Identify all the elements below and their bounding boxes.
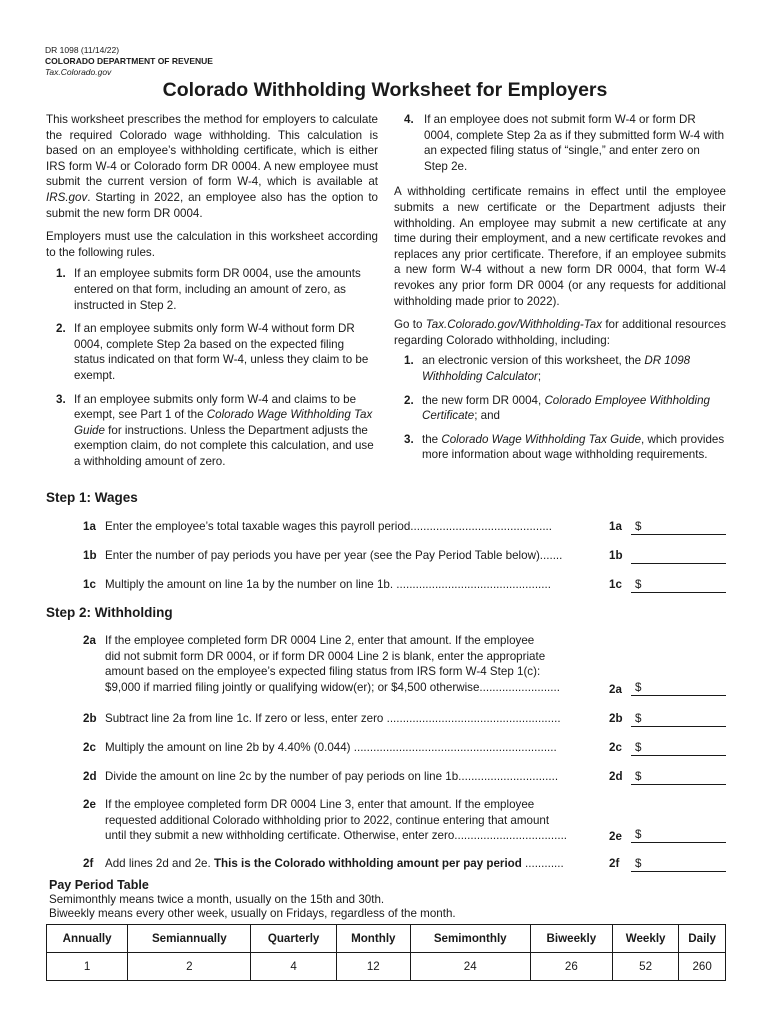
list-number: 4. bbox=[404, 113, 414, 126]
list-text: for instructions. Unless the Department adjusts the exemption claim, do not complete this calculation, and use a withholding amount of zero. bbox=[74, 423, 374, 468]
dollar-sign: $ bbox=[635, 828, 642, 841]
line-text-part: did not submit form DR 0004, or if form DR 0004 Line 2 is blank, enter the appropriate bbox=[105, 649, 546, 663]
intro-paragraph-2: Employers must use the calculation in this worksheet according to the following rules. bbox=[46, 230, 378, 259]
withholding-tax-link[interactable]: Tax.Colorado.gov/Withholding-Tax bbox=[425, 318, 603, 332]
table-header: Weekly bbox=[613, 925, 679, 953]
table-cell: 4 bbox=[251, 953, 336, 981]
pay-table-note: Biweekly means every other week, usually on Fridays, regardless of the month. bbox=[49, 907, 456, 920]
rules-list bbox=[46, 266, 378, 469]
line-code: 2f bbox=[83, 857, 94, 870]
line-text-part: $9,000 if married filing jointly or qualifying widow(er); or $4,500 otherwise......................... bbox=[105, 680, 560, 694]
intro-left-column bbox=[46, 112, 378, 477]
line-text-part: requested additional Colorado withholding prior to 2022, continue entering that amount bbox=[105, 813, 550, 827]
step1-heading: Step 1: Wages bbox=[46, 490, 138, 505]
list-number: 3. bbox=[404, 432, 414, 446]
list-text: , which provides more information about wage withholding requirements. bbox=[422, 432, 725, 462]
intro-text: . Starting in 2022, an employee also has the option to submit the new form DR 0004. bbox=[46, 190, 378, 220]
line-text-part: ............ bbox=[521, 857, 564, 870]
form-id: DR 1098 (11/14/22) bbox=[45, 45, 120, 55]
table-cell: 52 bbox=[613, 953, 679, 981]
pay-period-table bbox=[46, 924, 726, 981]
line-code: 2d bbox=[609, 770, 623, 783]
table-cell: 12 bbox=[336, 953, 410, 981]
line-1c-field[interactable] bbox=[631, 577, 726, 593]
line-code: 1a bbox=[609, 520, 622, 533]
table-cell: 260 bbox=[679, 953, 726, 981]
dollar-sign: $ bbox=[635, 857, 642, 870]
table-cell: 2 bbox=[128, 953, 251, 981]
list-number: 2. bbox=[56, 322, 66, 336]
line-text: Multiply the amount on line 1a by the number on line 1b. ................................................ bbox=[105, 578, 551, 591]
intro-right-column bbox=[394, 112, 726, 471]
line-code: 1c bbox=[83, 578, 96, 591]
table-header: Semimonthly bbox=[410, 925, 530, 953]
list-text: the new form DR 0004, bbox=[422, 393, 545, 407]
line-text bbox=[105, 797, 605, 844]
tax-guide-link[interactable]: Colorado Wage Withholding Tax Guide bbox=[74, 408, 373, 437]
line-code: 1b bbox=[609, 549, 623, 562]
line-code: 2b bbox=[83, 712, 97, 725]
certificate-link[interactable]: Colorado Employee Withholding Certificate bbox=[422, 393, 710, 423]
line-text-part: amount based on the employee’s expected filing status from IRS form W-4 Step 1(c): bbox=[105, 665, 541, 679]
intro-paragraph-3: A withholding certificate remains in effect until the employee submits a new certificate or the Department adjusts their withholding. An employee may submit a new certificate at any time during their employment, and a new certificate revokes and replaces any prior certificate. Therefore, if an employee submits a new form W-4 without a new form DR 0004, that form W-4 revokes any prior form DR 0004 (or any requests for additional withholding made prior to 2022). bbox=[394, 185, 726, 308]
line-text: Enter the number of pay periods you have per year (see the Pay Period Table below)....... bbox=[105, 549, 563, 562]
dollar-sign: $ bbox=[635, 712, 642, 725]
table-header: Quarterly bbox=[251, 925, 336, 953]
line-text: Enter the employee’s total taxable wages this payroll period............................................ bbox=[105, 520, 552, 533]
line-2f-field[interactable] bbox=[631, 856, 726, 872]
line-code: 2a bbox=[83, 634, 96, 647]
list-text: ; bbox=[537, 369, 542, 383]
table-header: Daily bbox=[679, 925, 726, 953]
dollar-sign: $ bbox=[635, 770, 642, 783]
tax-guide-link[interactable]: Colorado Wage Withholding Tax Guide bbox=[441, 432, 642, 446]
line-code: 2c bbox=[83, 741, 96, 754]
line-text: Divide the amount on line 2c by the number of pay periods on line 1b............................... bbox=[105, 770, 559, 783]
list-text: If an employee does not submit form W-4 or form DR 0004, complete Step 2a as if they submitted form W-4 with an expected filing status of “single,” and enter zero on Step 2e. bbox=[424, 113, 725, 173]
line-2a bbox=[83, 633, 728, 697]
line-text-emphasis: This is the Colorado withholding amount per pay period bbox=[213, 857, 522, 870]
table-cell: 26 bbox=[530, 953, 612, 981]
line-text bbox=[105, 633, 605, 695]
line-1b-field[interactable] bbox=[631, 548, 726, 564]
line-2c-field[interactable] bbox=[631, 740, 726, 756]
intro-text: Go to bbox=[394, 318, 426, 332]
intro-text: This worksheet prescribes the method for employers to calculate the required Colorado wage withholding. This calculation is based on an employee’s withholding certificate, which is either IRS form W-4 or Colorado form DR 0004. A new employee must submit the current version of form W-4, which is available at bbox=[46, 113, 378, 189]
table-header: Semiannually bbox=[128, 925, 251, 953]
line-text bbox=[105, 856, 605, 872]
list-item bbox=[394, 112, 726, 174]
list-text: If an employee submits only form W-4 without form DR 0004, complete Step 2a based on the expected filing status indicated on that form W-4, unless they claim to be exempt. bbox=[74, 322, 369, 382]
line-code: 1c bbox=[609, 578, 622, 591]
list-item bbox=[394, 353, 726, 384]
intro-paragraph-4 bbox=[394, 317, 726, 348]
line-code: 2b bbox=[609, 712, 623, 725]
line-code: 2c bbox=[609, 741, 622, 754]
resources-list bbox=[394, 353, 726, 463]
line-text: Multiply the amount on line 2b by 4.40% (0.044) ............................................................... bbox=[105, 741, 557, 754]
line-code: 2e bbox=[83, 798, 96, 811]
dollar-sign: $ bbox=[635, 681, 642, 694]
line-code: 2d bbox=[83, 770, 97, 783]
list-item bbox=[394, 432, 726, 463]
pay-table-title: Pay Period Table bbox=[49, 878, 149, 892]
line-code: 1a bbox=[83, 520, 96, 533]
website-text: Tax.Colorado.gov bbox=[45, 67, 112, 77]
intro-text: for additional resources regarding Colorado withholding, including: bbox=[394, 318, 727, 347]
line-text-part: If the employee completed form DR 0004 Line 3, enter that amount. If the employee bbox=[105, 798, 535, 811]
dollar-sign: $ bbox=[635, 741, 642, 754]
list-item bbox=[46, 321, 378, 383]
line-1a-field[interactable] bbox=[631, 519, 726, 535]
department-name: COLORADO DEPARTMENT OF REVENUE bbox=[45, 56, 213, 66]
line-text-part: If the employee completed form DR 0004 Line 2, enter that amount. If the employee bbox=[105, 634, 535, 647]
line-2e-field[interactable] bbox=[631, 827, 726, 843]
list-text: the bbox=[422, 432, 442, 446]
line-2e bbox=[83, 797, 728, 845]
list-number: 1. bbox=[404, 354, 414, 368]
list-item bbox=[46, 266, 378, 313]
list-number: 3. bbox=[56, 392, 66, 406]
list-number: 1. bbox=[56, 267, 66, 281]
line-text-part: Add lines 2d and 2e. bbox=[105, 857, 214, 870]
line-code: 1b bbox=[83, 549, 97, 562]
irs-link[interactable]: IRS.gov bbox=[46, 190, 88, 204]
list-text: an electronic version of this worksheet, the bbox=[422, 354, 645, 368]
dollar-sign: $ bbox=[635, 578, 642, 591]
table-header-row bbox=[47, 925, 726, 953]
line-code: 2e bbox=[609, 830, 622, 843]
list-text: ; and bbox=[474, 409, 500, 423]
line-code: 2a bbox=[609, 683, 622, 696]
table-cell: 24 bbox=[410, 953, 530, 981]
table-header: Biweekly bbox=[530, 925, 612, 953]
table-header: Monthly bbox=[336, 925, 410, 953]
dollar-sign: $ bbox=[635, 520, 642, 533]
list-number: 2. bbox=[404, 393, 414, 407]
line-text-part: until they submit a new withholding certificate. Otherwise, enter zero................................... bbox=[105, 829, 568, 843]
page-title: Colorado Withholding Worksheet for Employers bbox=[162, 79, 608, 101]
form-header bbox=[45, 45, 213, 78]
table-cell: 1 bbox=[47, 953, 128, 981]
table-header: Annually bbox=[47, 925, 128, 953]
step2-heading: Step 2: Withholding bbox=[46, 605, 173, 620]
pay-table-note: Semimonthly means twice a month, usually on the 15th and 30th. bbox=[49, 893, 385, 906]
intro-paragraph-1 bbox=[46, 112, 378, 221]
calculator-link[interactable]: DR 1098 Withholding Calculator bbox=[422, 354, 691, 383]
table-row bbox=[47, 953, 726, 981]
list-text: If an employee submits form DR 0004, use the amounts entered on that form, including an amount of zero, as instructed in Step 2. bbox=[74, 267, 361, 312]
list-item bbox=[394, 393, 726, 424]
line-code: 2f bbox=[609, 857, 620, 870]
line-2a-field[interactable] bbox=[631, 680, 726, 696]
line-2d-field[interactable] bbox=[631, 769, 726, 785]
line-text: Subtract line 2a from line 1c. If zero or less, enter zero ...................................................... bbox=[105, 712, 561, 725]
list-item bbox=[46, 392, 378, 470]
list-text: If an employee submits only form W-4 and claims to be exempt, see Part 1 of the bbox=[74, 392, 357, 422]
line-2b-field[interactable] bbox=[631, 711, 726, 727]
